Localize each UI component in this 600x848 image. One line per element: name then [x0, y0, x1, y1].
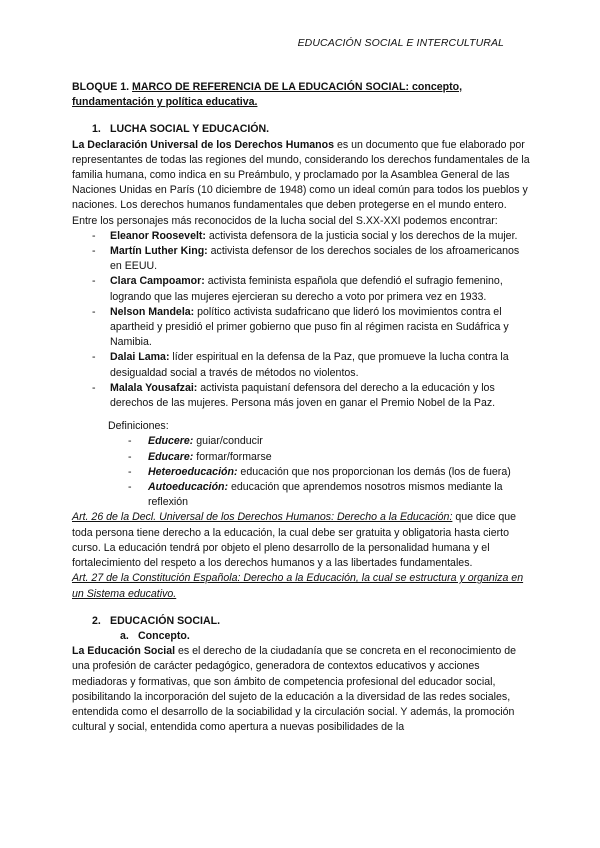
list-item: [72, 229, 530, 244]
person-name: Nelson Mandela:: [110, 305, 195, 318]
section-2a-title: Concepto.: [138, 629, 190, 642]
definition-term: Heteroeducación:: [148, 465, 238, 478]
section-2-heading: [92, 614, 530, 629]
art-27-link[interactable]: Art. 27 de la Constitución Española: Derecho a la Educación, la cual se estructura y organiza en un Sistema educativo.: [72, 572, 524, 600]
person-name: Dalai Lama:: [110, 351, 170, 364]
person-name: Eleanor Roosevelt:: [110, 229, 206, 242]
people-list: [72, 229, 530, 411]
person-desc: líder espiritual en la defensa de la Paz, que promueve la lucha contra la desigualdad social a través de métodos no violentos.: [110, 351, 509, 379]
definitions-block: [72, 419, 530, 510]
section-2a-heading: [120, 629, 530, 644]
section-1-heading: [92, 122, 530, 137]
definitions-list: [108, 434, 530, 510]
section-1-intro: [72, 138, 530, 229]
bloque-heading: [72, 80, 530, 110]
person-name: Clara Campoamor:: [110, 275, 205, 288]
person-name: Malala Yousafzai:: [110, 381, 198, 394]
person-name: Martín Luther King:: [110, 245, 208, 258]
section-1-intro-text: es un documento que fue elaborado por representantes de todas las regiones del mundo, considerando los derechos fundamentales de la familia humana, como indica en su Preámbulo, y proclamado por la Asamblea General de las Naciones Unidas en París (10 diciembre de 1948) como un ideal común para todos los pueblos y naciones. Los derechos humanos fundamentales que deben protegerse en el mundo entero. Entre los personajes más reconocidos de la lucha social del S.XX-XXI podemos encontrar:: [72, 138, 530, 227]
person-desc: político activista sudafricano que lideró los movimientos contra el apartheid y presidió el primer gobierno que puso fin al régimen racista en Sudáfrica y Namibia.: [110, 305, 509, 349]
art-26-text: que dice que toda persona tiene derecho a la educación, la cual debe ser gratuita y obligatoria hasta cierto curso. La educación tendrá por objeto el pleno desarrollo de la personalidad humana y el fortalecimiento del respeto a los derechos humanos y a las libertades fundamentales.: [72, 511, 517, 570]
person-desc: activista paquistaní defensora del derecho a la educación y los derechos de las mujeres. Persona más joven en ganar el Premio Nobel de la Paz.: [110, 381, 496, 410]
definition-desc: guiar/conducir: [193, 435, 263, 448]
list-item: [72, 274, 530, 304]
definition-term: Autoeducación:: [148, 481, 229, 494]
section-2-intro-bold: La Educación Social: [72, 645, 176, 658]
definition-term: Educere:: [148, 435, 194, 448]
art-26-link[interactable]: Art. 26 de la Decl. Universal de los Derechos Humanos: Derecho a la Educación:: [72, 511, 453, 524]
list-item: [72, 305, 530, 351]
bloque-prefix: BLOQUE 1.: [72, 81, 133, 93]
person-desc: activista defensor de los derechos sociales de los afroamericanos en EEUU.: [110, 245, 520, 273]
person-desc: activista feminista española que defendió el sufragio femenino, logrando que las mujeres ejercieran su derecho a voto por primera vez en 1933.: [110, 275, 503, 303]
section-2-intro-text: es el derecho de la ciudadanía que se concreta en el reconocimiento de una profesión de carácter pedagógico, generadora de contextos educativos y acciones mediadoras y formativas, que son ámbito de competencia profesional del educador social, posibilitando la incorporación del sujeto de la educación a la diversidad de las redes sociales, entendida como el desarrollo de la sociabilidad y la circulación social. Y además, la promoción cultural y social, entendida como apertura a nuevas posibilidades de la: [72, 645, 517, 734]
list-item: [108, 465, 530, 480]
list-item: [72, 381, 530, 411]
person-desc: activista defensora de la justicia social y los derechos de la mujer.: [205, 229, 518, 242]
list-item: [108, 434, 530, 449]
art-27-paragraph: [72, 571, 530, 601]
definition-desc: educación que nos proporcionan los demás (los de fuera): [237, 465, 511, 478]
list-item: [72, 244, 530, 274]
document-body: [72, 80, 530, 735]
list-item: [108, 450, 530, 465]
definition-desc: formar/formarse: [193, 450, 272, 463]
definition-desc: educación que aprendemos nosotros mismos mediante la reflexión: [148, 481, 503, 509]
definitions-label: Definiciones:: [108, 420, 169, 433]
section-1-intro-bold: La Declaración Universal de los Derechos Humanos: [72, 138, 334, 151]
page-header-title: EDUCACIÓN SOCIAL E INTERCULTURAL: [297, 37, 504, 49]
section-2a-letter: a.: [120, 629, 129, 642]
section-2-number: 2.: [92, 614, 101, 627]
section-2-intro: [72, 644, 530, 735]
bloque-title: MARCO DE REFERENCIA DE LA EDUCACIÓN SOCIAL: concepto, fundamentación y política educativa.: [72, 81, 463, 109]
section-2: [72, 614, 530, 736]
list-item: [108, 480, 530, 510]
section-2-title: EDUCACIÓN SOCIAL.: [110, 614, 221, 627]
art-26-paragraph: [72, 510, 530, 571]
list-item: [72, 350, 530, 380]
section-1-number: 1.: [92, 123, 101, 136]
section-1-title: LUCHA SOCIAL Y EDUCACIÓN.: [110, 123, 270, 136]
definition-term: Educare:: [148, 450, 194, 463]
